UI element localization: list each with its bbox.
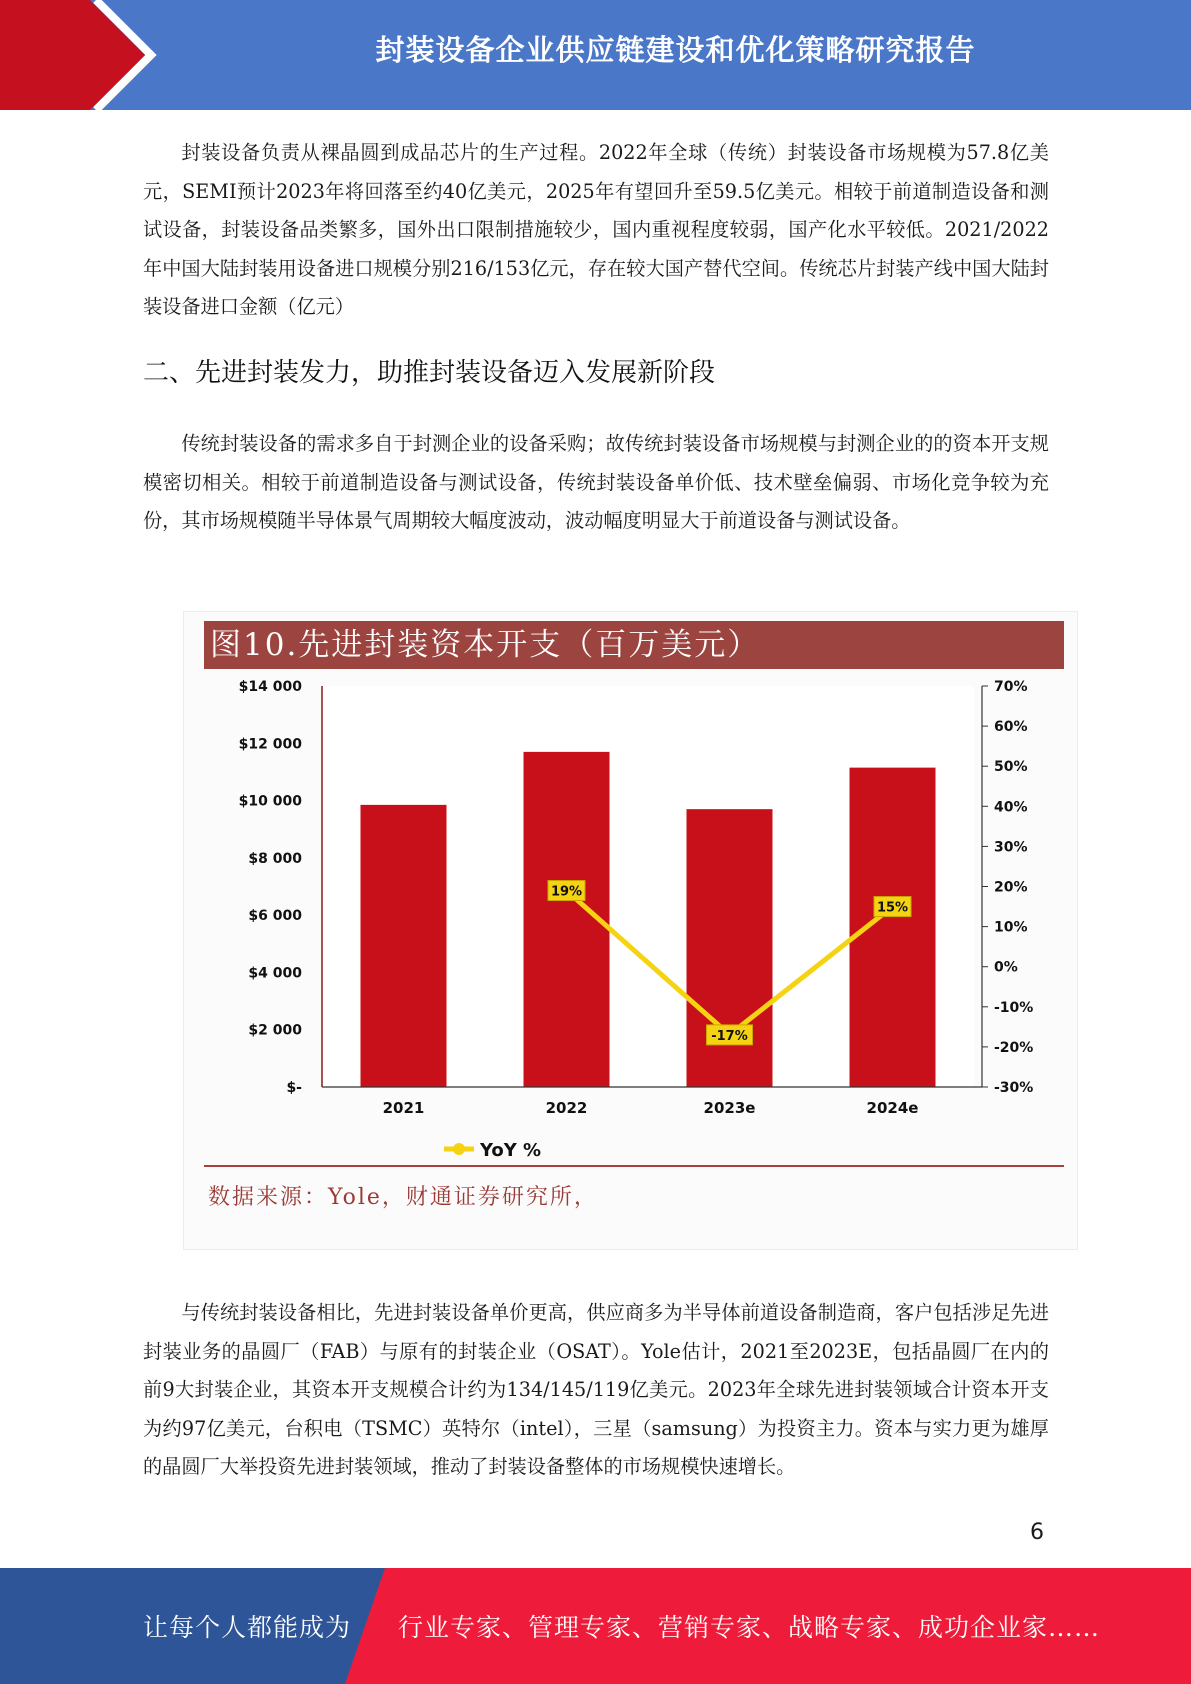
bar (361, 805, 447, 1087)
capex-chart (184, 612, 1077, 1172)
source-divider (204, 1165, 1064, 1167)
y2-tick-label: 60% (994, 719, 1028, 736)
y-tick-label: $4 000 (248, 965, 302, 982)
y2-tick-label: 10% (994, 919, 1028, 936)
report-title: 封装设备企业供应链建设和优化策略研究报告 (375, 33, 976, 67)
paragraph-2: 传统封装设备的需求多自于封测企业的设备采购；故传统封装设备市场规模与封测企业的的资本开支规模密切相关。相较于前道制造设备与测试设备，传统封装设备单价低、技术壁垒偏弱、市场化竞争较为充份，其市场规模随半导体景气周期较大幅度波动，波动幅度明显大于前道设备与测试设备。 (143, 432, 1049, 532)
footer-slogan-left: 让每个人都能成为 (143, 1613, 352, 1642)
footer-slogan-right: 行业专家、管理专家、营销专家、战略专家、成功企业家…… (398, 1613, 1101, 1642)
chart-figure (183, 611, 1078, 1250)
paragraph-3: 与传统封装设备相比，先进封装设备单价更高，供应商多为半导体前道设备制造商，客户包括涉足先进封装业务的晶圆厂（FAB）与原有的封装企业（OSAT）。Yole估计，2021至2023E，包括晶圆厂在内的前9大封装企业，其资本开支规模合计约为134/145/119亿美元。2023年全球先进封装领域合计资本开支为约97亿美元，台积电（TSMC）英特尔（intel），三星（samsung）为投资主力。资本与实力更为雄厚的晶圆厂大举投资先进封装领域，推动了封装设备整体的市场规模快速增长。 (143, 1301, 1049, 1478)
paragraph-1: 封装设备负责从裸晶圆到成品芯片的生产过程。2022年全球（传统）封装设备市场规模为57.8亿美元，SEMI预计2023年将回落至约40亿美元，2025年有望回升至59.5亿美元。相较于前道制造设备和测试设备，封装设备品类繁多，国外出口限制措施较少，国内重视程度较弱，国产化水平较低。2021/2022年中国大陆封装用设备进口规模分别216/153亿元，存在较大国产替代空间。传统芯片封装产线中国大陆封装设备进口金额（亿元） (143, 141, 1049, 318)
y2-tick-label: 70% (994, 679, 1028, 695)
y-tick-label: $8 000 (248, 850, 302, 867)
y-tick-label: $- (286, 1080, 302, 1096)
x-tick-label: 2022 (545, 1099, 588, 1117)
y2-tick-label: -20% (994, 1039, 1034, 1056)
legend-marker (453, 1143, 465, 1155)
y-tick-label: $12 000 (238, 736, 302, 753)
y-tick-label: $6 000 (248, 908, 302, 925)
y2-tick-label: 0% (994, 959, 1018, 976)
yoy-data-label: 19% (550, 884, 583, 900)
x-tick-label: 2021 (382, 1099, 425, 1117)
page-number: 6 (1030, 1520, 1044, 1545)
y-tick-label: $2 000 (248, 1022, 302, 1039)
header-arrow-decoration (0, 0, 160, 110)
chart-source: 数据来源：Yole，财通证券研究所， (208, 1185, 598, 1210)
y2-tick-label: 20% (994, 879, 1028, 896)
y-tick-label: $10 000 (238, 793, 302, 810)
legend-label: YoY % (480, 1140, 542, 1161)
y2-tick-label: 40% (994, 799, 1028, 816)
y2-tick-label: 50% (994, 759, 1028, 776)
x-tick-label: 2024e (866, 1099, 919, 1117)
y2-tick-label: 30% (994, 839, 1028, 856)
chart-title: 图10.先进封装资本开支（百万美元） (204, 621, 1064, 669)
y2-tick-label: -10% (994, 999, 1034, 1016)
page-header (0, 0, 1191, 110)
yoy-data-label: 15% (876, 900, 909, 916)
x-tick-label: 2023e (703, 1099, 756, 1117)
y2-tick-label: -30% (994, 1080, 1034, 1096)
y-tick-label: $14 000 (238, 679, 302, 695)
yoy-data-label: -17% (711, 1028, 748, 1044)
page-footer (0, 1568, 1191, 1684)
section-heading: 二、先进封装发力，助推封装设备迈入发展新阶段 (143, 358, 716, 388)
